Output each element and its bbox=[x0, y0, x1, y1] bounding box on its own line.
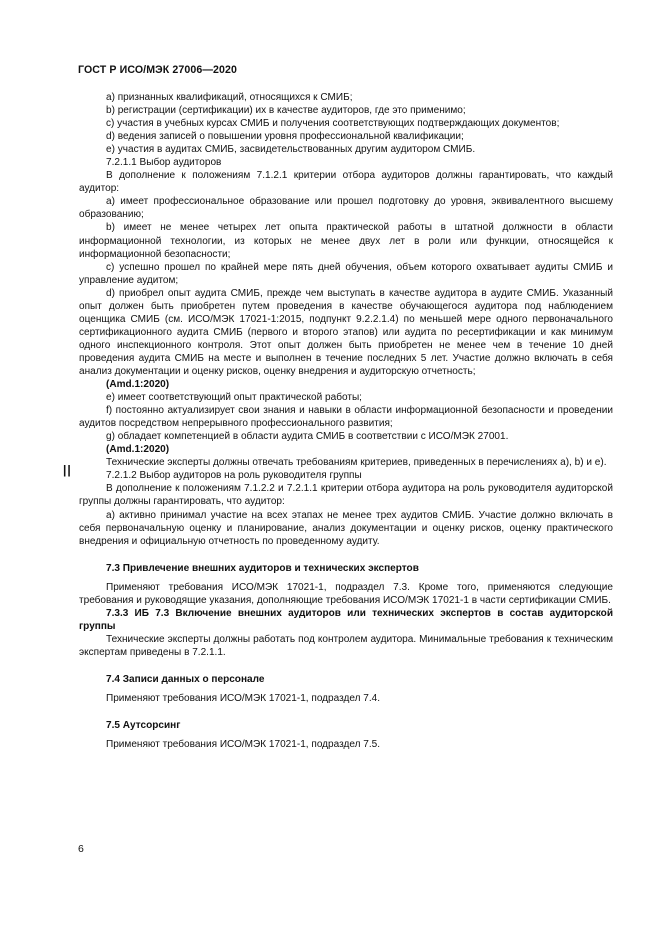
paragraph: В дополнение к положениям 7.1.2.2 и 7.2.1.1 критерии отбора аудитора на роль руководителя аудиторской группы должны гарантировать, что аудитор: bbox=[79, 483, 613, 508]
page-header-title: ГОСТ Р ИСО/МЭК 27006—2020 bbox=[78, 64, 237, 76]
change-marker: || bbox=[63, 463, 72, 477]
section-heading: 7.3.3 ИБ 7.3 Включение внешних аудиторов или технических экспертов в состав аудиторской группы bbox=[79, 607, 613, 632]
paragraph: a) имеет профессиональное образование или прошел подготовку до уровня, эквивалентного высшему образованию; bbox=[79, 196, 613, 221]
paragraph: В дополнение к положениям 7.1.2.1 критерии отбора аудиторов должны гарантировать, что каждый аудитор: bbox=[79, 170, 613, 195]
section-heading: 7.3 Привлечение внешних аудиторов и технических экспертов bbox=[106, 562, 419, 574]
section-heading: 7.5 Аутсорсинг bbox=[106, 720, 181, 732]
amendment-note: (Amd.1:2020) bbox=[106, 444, 170, 456]
paragraph: b) регистрации (сертификации) их в качестве аудиторов, где это применимо; bbox=[106, 105, 466, 117]
page-number: 6 bbox=[78, 843, 84, 855]
page-body bbox=[79, 91, 613, 751]
paragraph: d) ведения записей о повышении уровня профессиональной квалификации; bbox=[106, 131, 464, 143]
paragraph: e) участия в аудитах СМИБ, засвидетельствованных другим аудитором СМИБ. bbox=[106, 144, 476, 156]
paragraph: Технические эксперты должны работать под контролем аудитора. Минимальные требования к техническим экспертам приведены в 7.2.1.1. bbox=[79, 633, 613, 658]
paragraph: c) участия в учебных курсах СМИБ и получения соответствующих подтверждающих документов; bbox=[106, 118, 560, 130]
paragraph: Применяют требования ИСО/МЭК 17021-1, подраздел 7.4. bbox=[106, 693, 381, 705]
paragraph: d) приобрел опыт аудита СМИБ, прежде чем выступать в качестве аудитора в аудите СМИБ. Указанный опыт должен быть приобретен путем проведения в качестве обучающегося аудитора под наблюдением оценщика СМИБ (см. ИСО/МЭК 17021-1:2015, подпункт 9.2.2.1.4) по меньшей мере одного первоначального сертификационного аудита СМИБ (первого и второго этапов) или аудита по ресертификации и как минимум одного инспекционного контроля. Этот опыт должен быть приобретен не менее чем в течение 10 дней проведения аудита СМИБ на месте и выполнен в течение последних 5 лет. Участие должно включать в себя анализ документации и оценку рисков, оценку внедрения и аудиторскую отчетность; bbox=[79, 287, 613, 377]
paragraph: Технические эксперты должны отвечать требованиям критериев, приведенных в перечислениях a), b) и e). bbox=[106, 457, 607, 469]
paragraph: e) имеет соответствующий опыт практической работы; bbox=[106, 392, 362, 404]
paragraph: a) активно принимал участие на всех этапах не менее трех аудитов СМИБ. Участие должно включать в себя первоначальную оценку и планирование, анализ документации и оценку рисков, оценку практического внедрения и официальную отчетность по проведенному аудиту. bbox=[79, 509, 613, 547]
paragraph: a) признанных квалификаций, относящихся к СМИБ; bbox=[106, 92, 353, 103]
paragraph: f) постоянно актуализирует свои знания и навыки в области информационной безопасности и проведении аудитов посредством непрерывного профессионального развития; bbox=[79, 405, 613, 430]
paragraph: b) имеет не менее четырех лет опыта практической работы в штатной должности в области информационной технологии, из которых не менее двух лет в роли или функции, относящейся к информационной безопасности; bbox=[79, 222, 613, 260]
amendment-note: (Amd.1:2020) bbox=[106, 379, 170, 391]
section-heading: 7.4 Записи данных о персонале bbox=[106, 673, 265, 685]
subsection-title: 7.2.1.1 Выбор аудиторов bbox=[106, 157, 222, 169]
paragraph: c) успешно прошел по крайней мере пять дней обучения, объем которого охватывает аудиты СМИБ и управление аудитом; bbox=[79, 261, 613, 286]
paragraph: Применяют требования ИСО/МЭК 17021-1, подраздел 7.3. Кроме того, применяются следующие требования и руководящие указания, дополняющие требования ИСО/МЭК 17021-1 в части сертификации СМИБ. bbox=[79, 581, 613, 606]
subsection-title: 7.2.1.2 Выбор аудиторов на роль руководителя группы bbox=[106, 470, 362, 482]
paragraph: Применяют требования ИСО/МЭК 17021-1, подраздел 7.5. bbox=[106, 739, 381, 751]
paragraph: g) обладает компетенцией в области аудита СМИБ в соответствии с ИСО/МЭК 27001. bbox=[106, 431, 509, 443]
